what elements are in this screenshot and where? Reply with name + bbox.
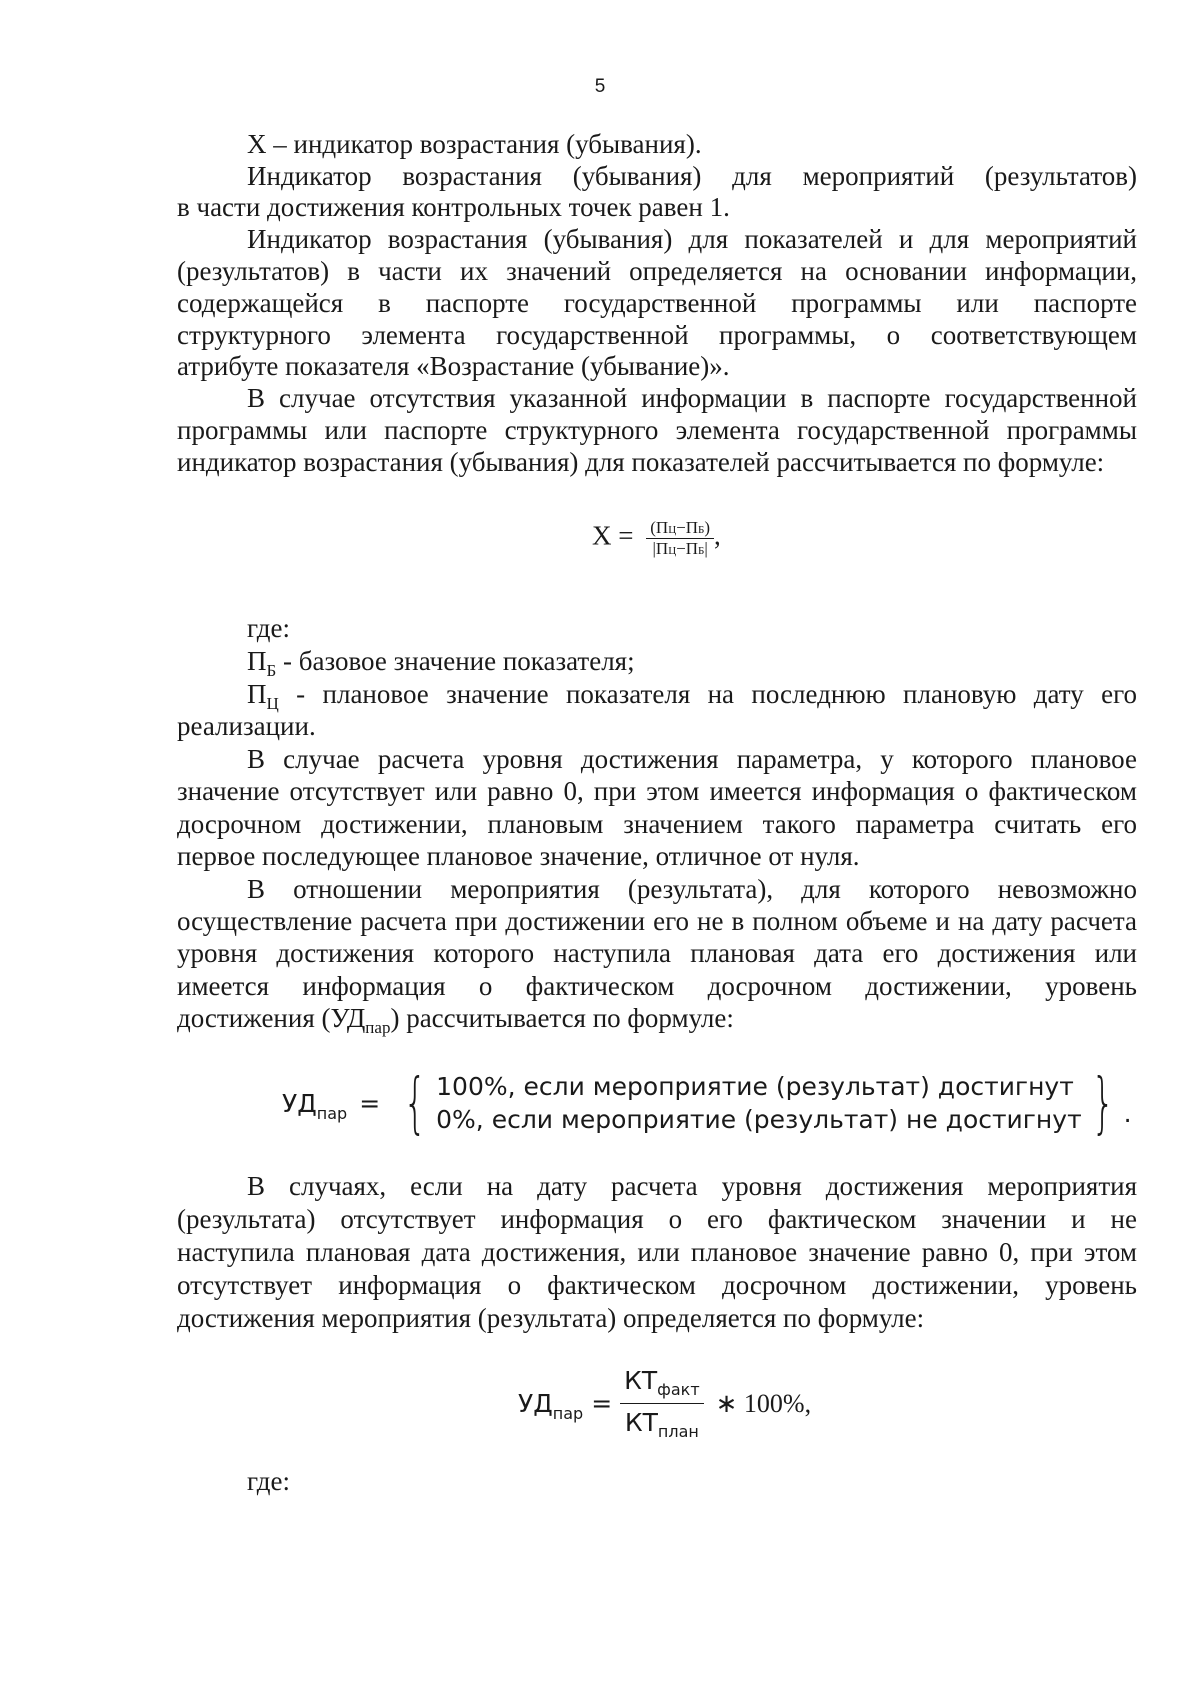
formula-numerator: $КТ_{факт}$ (620, 1362, 704, 1404)
text-line: содержащейся в паспорте государственной программы или паспорте (177, 288, 1137, 318)
text-line: имеется информация о фактическом досрочном достижении, уровень (177, 971, 1137, 1001)
formula-denominator: |ПЦ−ПБ| (652, 539, 708, 558)
formula-level-cases: $УД_{пар}$ = { 100%, если мероприятие (результат) достигнут 0%, если мероприятие (результат) не достигнут } . (282, 1064, 1132, 1141)
text-line: наступила плановая дата достижения, или плановое значение равно 0, при этом (177, 1237, 1137, 1267)
formula-cases: 100%, если мероприятие (результат) достигнут 0%, если мероприятие (результат) не достигнут (436, 1072, 1082, 1134)
left-brace: { (403, 1064, 427, 1141)
formula-denominator: $КТ_{план}$ (624, 1408, 699, 1441)
text-line: Индикатор возрастания (убывания) для показателей и для мероприятий (247, 224, 1137, 254)
text-line: атрибуте показателя «Возрастание (убывание)». (177, 351, 730, 381)
text-line: (результатов) в части их значений определяется на основании информации, (177, 256, 1137, 286)
text-line: достижения $(УД_{пар})$ рассчитывается по формуле: (177, 1003, 734, 1037)
formula-lhs: $УД_{пар}$ (282, 1088, 348, 1123)
text-line: где: (247, 613, 290, 643)
text-line: в части достижения контрольных точек равен 1. (177, 192, 730, 222)
text-line: X – индикатор возрастания (убывания). (247, 129, 702, 159)
page-number: 5 (594, 76, 606, 97)
text-line: В случае отсутствия указанной информации в паспорте государственной (247, 383, 1137, 413)
formula-fraction (646, 518, 714, 559)
text-line: (результата) отсутствует информация о его фактическом значении и не (177, 1204, 1137, 1234)
text-line: достижения мероприятия (результата) определяется по формуле: (177, 1303, 925, 1333)
text-line: В случае расчета уровня достижения параметра, у которого плановое (247, 744, 1137, 774)
formula-lhs: X = (592, 520, 634, 551)
text-line: реализации. (177, 711, 316, 741)
text-line: отсутствует информация о фактическом досрочном достижении, уровень (177, 1270, 1137, 1300)
formula-indicator: X = $\frac{(ПЦ-ПБ)}{|ПЦ-ПБ|}$ , (592, 518, 721, 558)
text-line: Индикатор возрастания (убывания) для мероприятий (результатов) (247, 161, 1137, 191)
text-line: $П_Ц$ - плановое значение показателя на последнюю плановую дату его (247, 679, 1137, 713)
formula-level-ratio: $УД_{пар}$ = $\frac{КТ_{факт}}{КТ_{план}}$ ∗ 100%, (518, 1362, 811, 1445)
formula-fraction (620, 1362, 704, 1445)
text-line: $П_Б$ - базовое значение показателя; (247, 646, 635, 680)
text-line: где: (247, 1466, 290, 1496)
text-line: осуществление расчета при достижении его не в полном объеме и на дату расчета (177, 906, 1137, 936)
right-brace: } (1091, 1064, 1115, 1141)
text-line: структурного элемента государственной программы, о соответствующем (177, 320, 1137, 350)
text-line: В случаях, если на дату расчета уровня достижения мероприятия (247, 1171, 1137, 1201)
text-line: уровня достижения которого наступила плановая дата его достижения или (177, 938, 1137, 968)
text-line: В отношении мероприятия (результата), для которого невозможно (247, 874, 1137, 904)
text-line: индикатор возрастания (убывания) для показателей рассчитывается по формуле: (177, 447, 1105, 477)
formula-lhs: $УД_{пар}$ (518, 1389, 584, 1423)
text-line: досрочном достижении, плановым значением такого параметра считать его (177, 809, 1137, 839)
text-line: первое последующее плановое значение, отличное от нуля. (177, 841, 860, 871)
text-line: значение отсутствует или равно 0, при этом имеется информация о фактическом (177, 776, 1137, 806)
text-line: программы или паспорте структурного элемента государственной программы (177, 415, 1137, 445)
formula-numerator: (ПЦ−ПБ) (646, 518, 714, 539)
